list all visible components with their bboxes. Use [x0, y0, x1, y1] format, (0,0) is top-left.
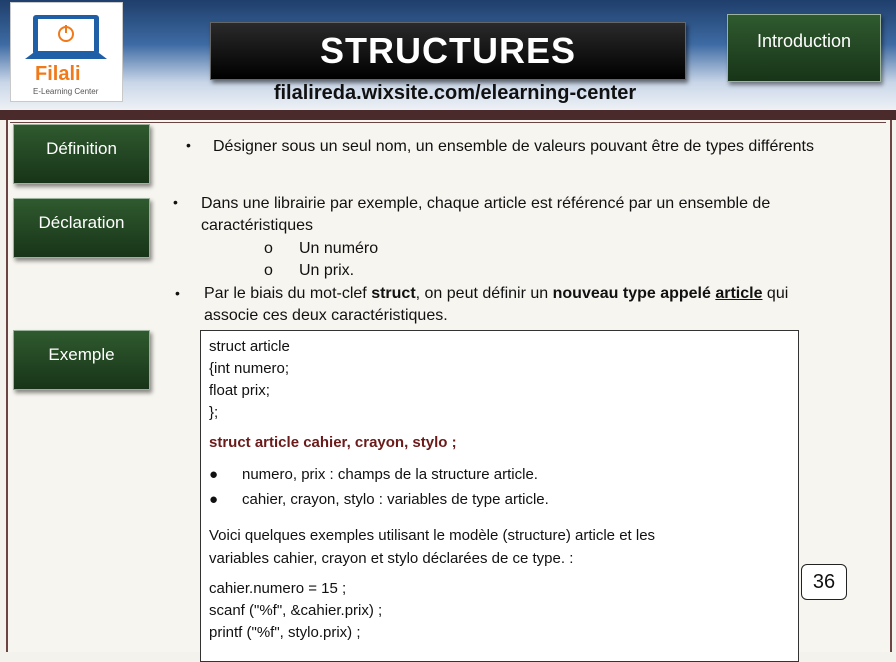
code-line: float prix;	[209, 382, 270, 399]
code-line: {int numero;	[209, 360, 290, 377]
code-paragraph-line1: Voici quelques exemples utilisant le modèle (structure) article et les	[209, 527, 656, 544]
introduction-button[interactable]: Introduction	[727, 14, 881, 82]
bullet-icon: •	[175, 285, 180, 301]
bullet-icon: ●	[209, 491, 219, 508]
definition-button[interactable]: Définition	[13, 124, 150, 184]
declaration-line2: caractéristiques	[201, 217, 314, 234]
logo-subtitle: E-Learning Center	[33, 87, 99, 96]
example-button[interactable]: Exemple	[13, 330, 150, 390]
code-line: printf ("%f", stylo.prix) ;	[209, 624, 361, 641]
code-declaration-line: struct article cahier, crayon, stylo ;	[209, 434, 457, 451]
frame-line	[10, 122, 886, 123]
logo	[10, 2, 123, 102]
declaration-button[interactable]: Déclaration	[13, 198, 150, 258]
declaration-para2: Par le biais du mot-clef struct, on peut définir un nouveau type appelé article qui	[204, 285, 789, 302]
logo-name: Filali	[35, 63, 81, 85]
code-line: cahier.numero = 15 ;	[209, 580, 347, 597]
code-line: scanf ("%f", &cahier.prix) ;	[209, 602, 383, 619]
code-line: };	[209, 404, 219, 421]
page-number: 36	[801, 564, 847, 600]
definition-text: Désigner sous un seul nom, un ensemble de valeurs pouvant être de types différents	[213, 138, 814, 155]
code-example-box	[200, 330, 799, 662]
top-divider	[0, 110, 896, 120]
page-title: STRUCTURES	[210, 22, 686, 80]
bullet-icon: •	[173, 194, 178, 210]
site-url[interactable]: filalireda.wixsite.com/elearning-center	[273, 82, 637, 104]
declaration-para2-line2: associe ces deux caractéristiques.	[204, 307, 448, 324]
circle-bullet-icon: o	[264, 262, 273, 279]
bullet-icon: ●	[209, 466, 219, 483]
code-paragraph-line2: variables cahier, crayon et stylo déclarées de ce type. :	[209, 550, 574, 567]
code-bullet-1: numero, prix : champs de la structure article.	[242, 466, 538, 483]
declaration-line1: Dans une librairie par exemple, chaque article est référencé par un ensemble de	[201, 195, 771, 212]
code-bullet-2: cahier, crayon, stylo : variables de type article.	[242, 491, 549, 508]
code-line: struct article	[209, 338, 290, 355]
sub-item-prix: Un prix.	[299, 262, 355, 279]
bullet-icon: •	[186, 137, 191, 153]
sub-item-numero: Un numéro	[299, 240, 379, 257]
circle-bullet-icon: o	[264, 240, 273, 257]
